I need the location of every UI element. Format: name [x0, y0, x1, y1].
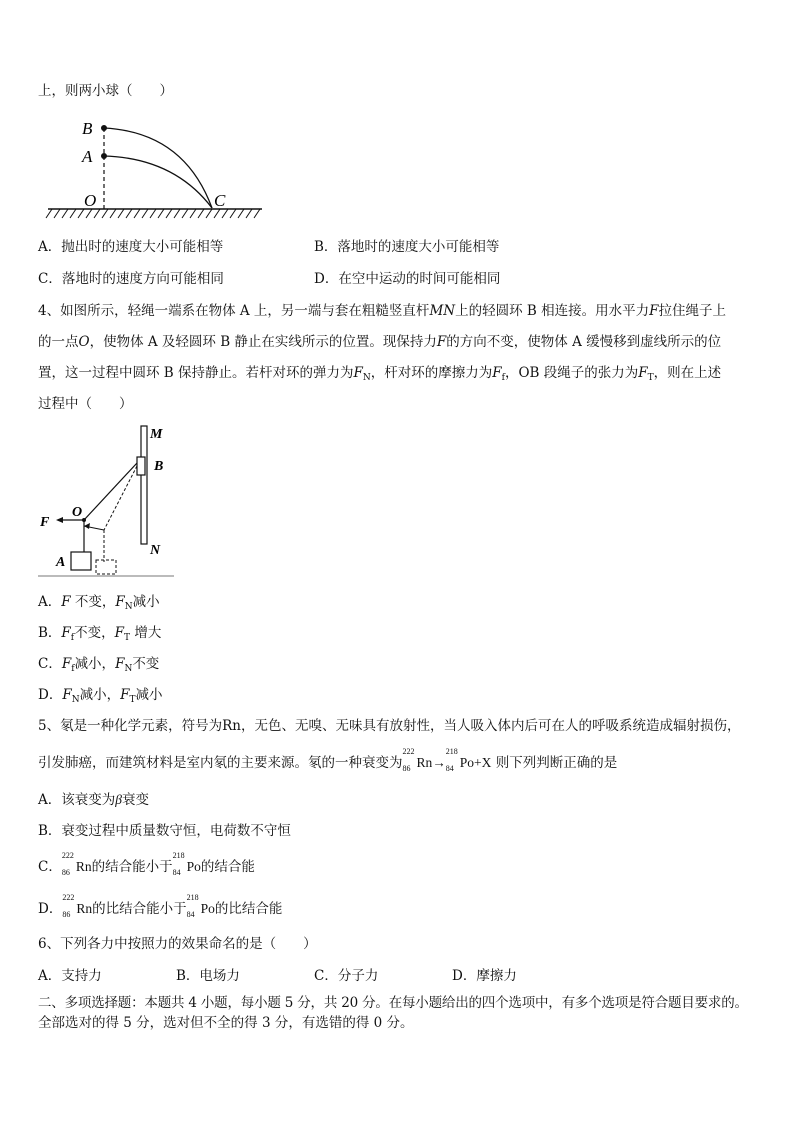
q4-label-f: F	[40, 515, 50, 530]
q3-stem-tail: 上，则两小球（ ）	[38, 83, 173, 99]
q4-label-a: A	[56, 555, 66, 570]
rn-nuclide: 222 86 Rn	[402, 747, 433, 773]
q4-stem-line-3: 置，这一过程中圆环 B 保持静止。若杆对环的弹力为$F_N$，杆对环的摩擦力为$F_f$，OB 段绳子的张力为$F_T$，则在上述	[38, 365, 722, 383]
q3-option-a: A．抛出时的速度大小可能相等	[38, 239, 224, 255]
section-2-instructions-line-1: 二、多项选择题：本题共 4 小题，每小题 5 分，共 20 分。在每小题给出的四个选项中，有多个选项是符合题目要求的。	[38, 995, 748, 1011]
q3-option-c: C．落地时的速度方向可能相同	[38, 271, 224, 287]
q5-option-a: A．该衰变为β衰变	[38, 792, 149, 808]
q3-label-o: O	[84, 191, 97, 210]
q6-option-b: B．电场力	[176, 968, 240, 984]
q3-option-d: D．在空中运动的时间可能相同	[314, 271, 501, 287]
q4-option-a: A．F 不变，$F_N$减小	[38, 594, 160, 612]
q5-option-c: C． 222 86 Rn的结合能小于 218 84 Po的结合能	[38, 851, 255, 877]
q4-stem-line-4: 过程中（ ）	[38, 396, 133, 412]
section-2-instructions-line-2: 全部选对的得 5 分，选对但不全的得 3 分，有选错的得 0 分。	[38, 1015, 414, 1031]
po-nuclide: 218 84 Po	[445, 747, 475, 773]
q4-option-b: B．$F_f$不变，$F_T$ 增大	[38, 625, 162, 643]
q5-option-b: B．衰变过程中质量数守恒，电荷数不守恒	[38, 823, 291, 839]
q4-label-n: N	[150, 543, 161, 558]
q4-stem-line-1: 4、如图所示，轻绳一端系在物体 A 上，另一端与套在粗糙竖直杆MN上的轻圆环 B 相连接。用水平力F拉住绳子上	[38, 303, 726, 319]
q5-stem-line-1: 5、氡是一种化学元素，符号为Rn，无色、无嗅、无味具有放射性，当人吸入体内后可在人的呼吸系统造成辐射损伤，	[38, 718, 741, 734]
q3-projectile-figure	[44, 112, 264, 224]
q3-option-b: B．落地时的速度大小可能相等	[314, 239, 500, 255]
q4-label-o: O	[72, 505, 83, 520]
q3-label-c: C	[214, 191, 226, 210]
q3-label-b: B	[82, 119, 93, 138]
q5-option-d: D． 222 86 Rn的比结合能小于 218 84 Po的比结合能	[38, 893, 283, 919]
q6-stem: 6、下列各力中按照力的效果命名的是（ ）	[38, 936, 317, 952]
q6-option-c: C．分子力	[314, 968, 379, 984]
q6-option-a: A．支持力	[38, 968, 102, 984]
q4-label-m: M	[150, 427, 163, 442]
q4-rope-rod-figure	[36, 422, 176, 580]
q4-option-d: D．$F_N$减小，$F_T$减小	[38, 687, 163, 705]
q4-label-b: B	[154, 459, 164, 474]
q4-stem-line-2: 的一点O，使物体 A 及轻圆环 B 静止在实线所示的位置。现保持力F的方向不变，使物体 A 缓慢移到虚线所示的位	[38, 334, 722, 350]
q4-option-c: C．$F_f$减小，$F_N$不变	[38, 656, 160, 674]
q6-option-d: D．摩擦力	[452, 968, 517, 984]
q3-label-a: A	[82, 147, 93, 166]
q5-stem-line-2: 引发肺癌，而建筑材料是室内氡的主要来源。氡的一种衰变为 222 86 Rn→ 218 84 Po+X 则下列判断正确的是	[38, 747, 618, 773]
